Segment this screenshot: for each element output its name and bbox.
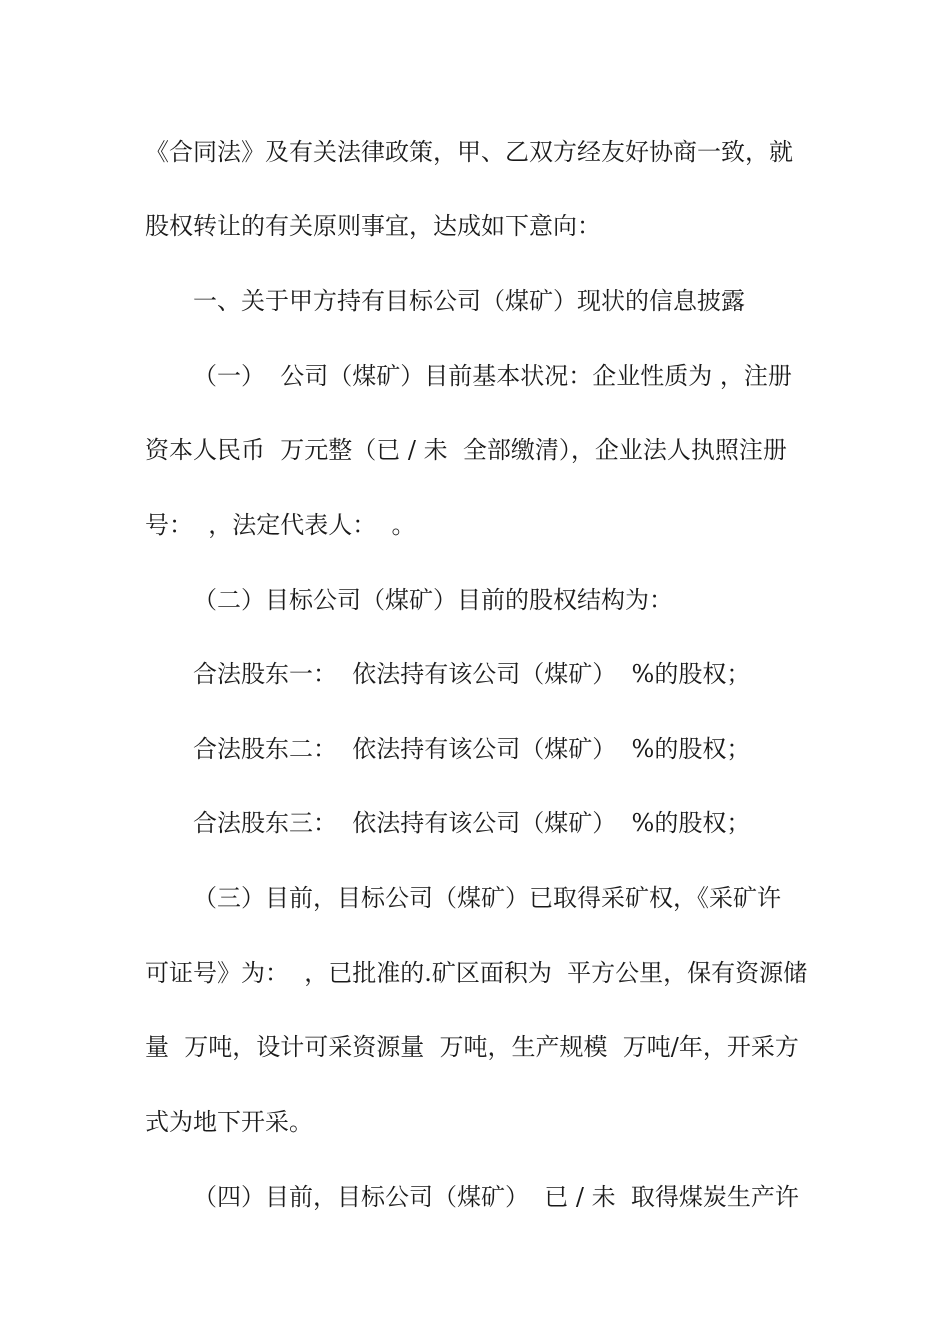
paragraph-line: （三）目前，目标公司（煤矿）已取得采矿权，《采矿许 (193, 884, 781, 912)
paragraph-line: 资本人民币 万元整（已 / 未 全部缴清），企业法人执照注册 (145, 436, 787, 464)
paragraph-line: （四）目前，目标公司（煤矿） 已 / 未 取得煤炭生产许 (193, 1183, 799, 1211)
shareholder-line: 合法股东三： 依法持有该公司（煤矿） %的股权； (193, 809, 751, 837)
paragraph-line: 可证号》为： ，已批准的.矿区面积为 平方公里，保有资源储 (145, 959, 808, 987)
shareholder-line: 合法股东一： 依法持有该公司（煤矿） %的股权； (193, 660, 751, 688)
section-heading: 一、关于甲方持有目标公司（煤矿）现状的信息披露 (193, 287, 745, 315)
paragraph-line: 号： ，法定代表人： 。 (145, 511, 416, 539)
paragraph-line: 式为地下开采。 (145, 1108, 313, 1136)
paragraph-line: 《合同法》及有关法律政策，甲、乙双方经友好协商一致，就 (145, 138, 793, 166)
paragraph-line: （二）目标公司（煤矿）目前的股权结构为： (193, 586, 673, 614)
paragraph-line: 股权转让的有关原则事宜，达成如下意向： (145, 212, 601, 240)
shareholder-line: 合法股东二： 依法持有该公司（煤矿） %的股权； (193, 735, 751, 763)
paragraph-line: （一） 公司（煤矿）目前基本状况：企业性质为 ，注册 (193, 362, 792, 390)
paragraph-line: 量 万吨，设计可采资源量 万吨，生产规模 万吨/年，开采方 (145, 1033, 799, 1061)
